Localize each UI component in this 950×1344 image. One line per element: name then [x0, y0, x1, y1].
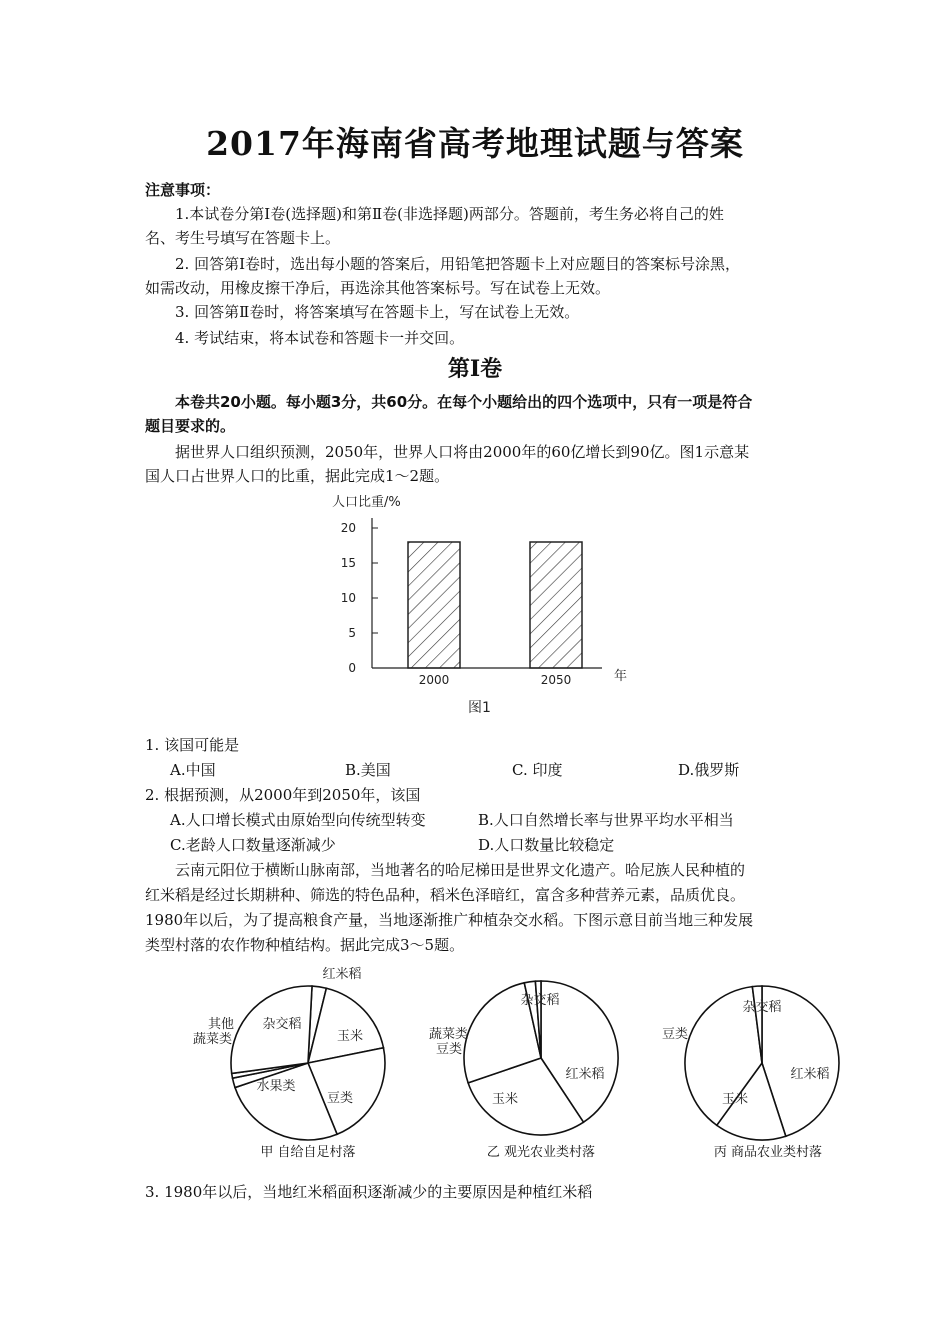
pie-slice-label: 红米稻	[322, 967, 362, 982]
chart-title: 图1	[468, 700, 491, 716]
passage2-line: 类型村落的农作物种植结构。据此完成3～5题。	[145, 936, 465, 954]
pie-slice-label: 杂交稻	[742, 1000, 782, 1015]
y-tick-label: 5	[348, 626, 356, 640]
pie-title: 丙 商品农业类村落	[713, 1145, 823, 1160]
chart-xlabel: 年	[614, 669, 628, 684]
chart-ylabel: 人口比重/%	[332, 495, 401, 510]
pie-slice-label: 水果类	[256, 1079, 296, 1094]
pie-slice-label: 蔬菜类	[428, 1027, 468, 1042]
section-intro: 题目要求的。	[145, 417, 236, 435]
q1-option-b[interactable]: B.美国	[345, 761, 391, 779]
passage2-line: 云南元阳位于横断山脉南部，当地著名的哈尼梯田是世界文化遗产。哈尼族人民种植的	[175, 861, 746, 879]
q2-option-c[interactable]: C.老龄人口数量逐渐减少	[170, 836, 336, 854]
passage2-line: 1980年以后，为了提高粮食产量，当地逐渐推广种植杂交水稻。下图示意目前当地三种发展	[145, 911, 754, 929]
bar-2000	[408, 542, 460, 668]
q1-stem: 1. 该国可能是	[145, 736, 240, 754]
section-intro: 本卷共20小题。每小题3分，共60分。在每个小题给出的四个选项中，只有一项是符合	[175, 393, 753, 411]
pie-slice-label: 豆类	[326, 1091, 354, 1106]
notice-line: 如需改动，用橡皮擦干净后，再选涂其他答案标号。写在试卷上无效。	[145, 279, 611, 297]
passage2-line: 红米稻是经过长期耕种、筛选的特色品种，稻米色泽暗红，富含多种营养元素，品质优良。	[145, 886, 746, 904]
notice-line: 3. 回答第Ⅱ卷时，将答案填写在答题卡上，写在试卷上无效。	[175, 303, 580, 321]
page-title: 2017年海南省高考地理试题与答案	[206, 124, 744, 163]
pie-title: 甲 自给自足村落	[260, 1145, 356, 1160]
pie-slice-label: 玉米	[336, 1029, 364, 1044]
pie-slice-label: 豆类	[661, 1027, 688, 1042]
pie-slice-label: 玉米	[491, 1092, 519, 1107]
y-tick-label: 0	[348, 661, 356, 675]
x-tick-label: 2000	[418, 673, 450, 687]
pie-slice-label: 豆类	[435, 1042, 462, 1057]
notice-line: 2. 回答第Ⅰ卷时，选出每小题的答案后，用铅笔把答题卡上对应题目的答案标号涂黑，	[175, 255, 741, 273]
pie-slice-label: 玉米	[721, 1092, 749, 1107]
section-title: 第Ⅰ卷	[447, 356, 503, 382]
y-tick-label: 15	[340, 556, 356, 570]
y-tick-label: 10	[340, 591, 356, 605]
q1-option-a[interactable]: A.中国	[170, 761, 216, 779]
pie-title: 乙 观光农业类村落	[486, 1145, 596, 1160]
q1-option-c[interactable]: C. 印度	[512, 761, 563, 779]
notice-line: 1.本试卷分第Ⅰ卷(选择题)和第Ⅱ卷(非选择题)两部分。答题前，考生务必将自己的姓	[175, 205, 724, 223]
pie-slice-label: 其他	[207, 1017, 234, 1032]
q3-stem: 3. 1980年以后，当地红米稻面积逐渐减少的主要原因是种植红米稻	[145, 1183, 593, 1201]
notice-line: 名、考生号填写在答题卡上。	[145, 229, 341, 247]
bar-2050	[530, 542, 582, 668]
y-tick-label: 20	[340, 521, 356, 535]
notice-line: 4. 考试结束，将本试卷和答题卡一并交回。	[175, 329, 465, 347]
population-bar-chart	[320, 490, 640, 720]
passage1-line: 国人口占世界人口的比重，据此完成1～2题。	[145, 467, 450, 485]
pie-slice-label: 杂交稻	[520, 993, 560, 1008]
pie-slice-label: 蔬菜类	[192, 1032, 232, 1047]
pie-slice-label: 红米稻	[790, 1067, 830, 1082]
q2-option-a[interactable]: A.人口增长模式由原始型向传统型转变	[170, 811, 426, 829]
pie-slice-label: 红米稻	[565, 1067, 605, 1082]
crop-structure-pies	[170, 960, 850, 1165]
notice-heading: 注意事项：	[145, 181, 221, 199]
q2-option-d[interactable]: D.人口数量比较稳定	[478, 836, 615, 854]
q1-option-d[interactable]: D.俄罗斯	[678, 761, 740, 779]
x-tick-label: 2050	[540, 673, 572, 687]
q2-option-b[interactable]: B.人口自然增长率与世界平均水平相当	[478, 811, 734, 829]
pie-slice-label: 杂交稻	[262, 1017, 302, 1032]
passage1-line: 据世界人口组织预测，2050年，世界人口将由2000年的60亿增长到90亿。图1示意某	[175, 443, 750, 461]
q2-stem: 2. 根据预测，从2000年到2050年，该国	[145, 786, 421, 804]
